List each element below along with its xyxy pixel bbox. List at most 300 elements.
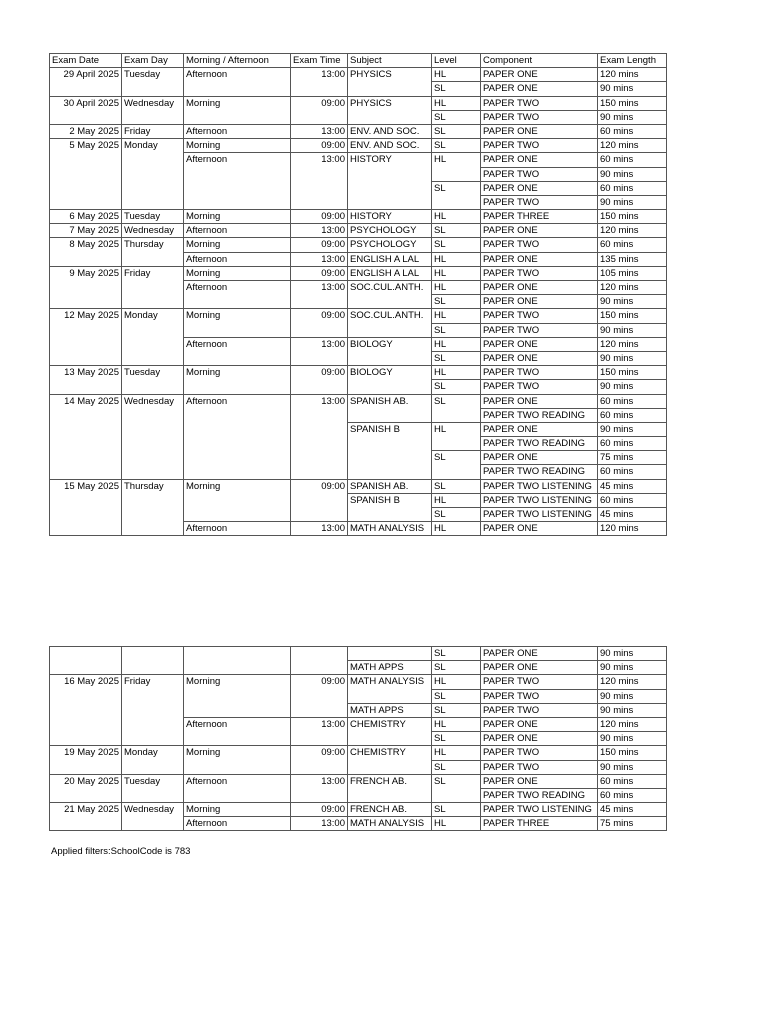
cell-exam-length: 60 mins bbox=[598, 394, 667, 408]
cell-exam-day: Thursday bbox=[122, 238, 184, 252]
table-row bbox=[50, 351, 667, 365]
cell-exam-date bbox=[50, 788, 122, 802]
cell-exam-length: 90 mins bbox=[598, 703, 667, 717]
cell-level: SL bbox=[432, 110, 481, 124]
cell-level: HL bbox=[432, 309, 481, 323]
cell-exam-day bbox=[122, 689, 184, 703]
cell-session bbox=[184, 760, 291, 774]
cell-exam-time bbox=[291, 732, 348, 746]
cell-exam-length: 90 mins bbox=[598, 661, 667, 675]
cell-component: PAPER TWO bbox=[481, 266, 598, 280]
cell-exam-date bbox=[50, 422, 122, 436]
cell-level bbox=[432, 167, 481, 181]
table-row bbox=[50, 110, 667, 124]
cell-component: PAPER TWO LISTENING bbox=[481, 493, 598, 507]
table-row bbox=[50, 82, 667, 96]
cell-exam-time: 13:00 bbox=[291, 124, 348, 138]
cell-subject bbox=[348, 689, 432, 703]
table-row bbox=[50, 394, 667, 408]
cell-exam-date bbox=[50, 408, 122, 422]
cell-subject: ENV. AND SOC. bbox=[348, 124, 432, 138]
cell-exam-length: 90 mins bbox=[598, 351, 667, 365]
cell-exam-length: 150 mins bbox=[598, 96, 667, 110]
cell-exam-length: 60 mins bbox=[598, 437, 667, 451]
cell-component: PAPER ONE bbox=[481, 732, 598, 746]
cell-level: SL bbox=[432, 760, 481, 774]
cell-exam-date: 7 May 2025 bbox=[50, 224, 122, 238]
header-session: Morning / Afternoon bbox=[184, 54, 291, 68]
cell-exam-length: 90 mins bbox=[598, 323, 667, 337]
cell-exam-date bbox=[50, 451, 122, 465]
table-row bbox=[50, 139, 667, 153]
cell-subject bbox=[348, 437, 432, 451]
cell-component: PAPER ONE bbox=[481, 394, 598, 408]
cell-exam-day: Wednesday bbox=[122, 803, 184, 817]
cell-subject: SPANISH B bbox=[348, 493, 432, 507]
cell-component: PAPER ONE bbox=[481, 82, 598, 96]
cell-exam-date bbox=[50, 82, 122, 96]
cell-level: HL bbox=[432, 366, 481, 380]
cell-subject bbox=[348, 181, 432, 195]
table-row bbox=[50, 774, 667, 788]
cell-subject: FRENCH AB. bbox=[348, 803, 432, 817]
cell-exam-day bbox=[122, 451, 184, 465]
cell-subject: FRENCH AB. bbox=[348, 774, 432, 788]
table-row bbox=[50, 422, 667, 436]
cell-exam-time bbox=[291, 110, 348, 124]
cell-exam-time: 13:00 bbox=[291, 337, 348, 351]
cell-exam-length: 90 mins bbox=[598, 647, 667, 661]
table-row bbox=[50, 746, 667, 760]
cell-exam-day bbox=[122, 195, 184, 209]
table-row bbox=[50, 96, 667, 110]
cell-level: HL bbox=[432, 281, 481, 295]
cell-exam-time bbox=[291, 181, 348, 195]
cell-exam-time bbox=[291, 295, 348, 309]
cell-exam-date: 29 April 2025 bbox=[50, 68, 122, 82]
cell-exam-day: Thursday bbox=[122, 479, 184, 493]
table-row bbox=[50, 295, 667, 309]
cell-session bbox=[184, 323, 291, 337]
cell-exam-date bbox=[50, 508, 122, 522]
cell-exam-date: 9 May 2025 bbox=[50, 266, 122, 280]
cell-exam-date bbox=[50, 167, 122, 181]
cell-exam-time: 09:00 bbox=[291, 803, 348, 817]
cell-exam-date bbox=[50, 110, 122, 124]
cell-exam-day bbox=[122, 732, 184, 746]
cell-subject bbox=[348, 788, 432, 802]
header-component: Component bbox=[481, 54, 598, 68]
cell-component: PAPER TWO LISTENING bbox=[481, 479, 598, 493]
cell-exam-length: 120 mins bbox=[598, 68, 667, 82]
cell-component: PAPER THREE bbox=[481, 817, 598, 831]
cell-exam-day: Tuesday bbox=[122, 774, 184, 788]
cell-exam-date bbox=[50, 493, 122, 507]
cell-exam-day bbox=[122, 153, 184, 167]
cell-exam-length: 150 mins bbox=[598, 210, 667, 224]
cell-component: PAPER ONE bbox=[481, 522, 598, 536]
cell-exam-length: 120 mins bbox=[598, 337, 667, 351]
cell-exam-date bbox=[50, 153, 122, 167]
cell-component: PAPER TWO LISTENING bbox=[481, 508, 598, 522]
table-row bbox=[50, 788, 667, 802]
cell-subject bbox=[348, 732, 432, 746]
cell-level: SL bbox=[432, 451, 481, 465]
cell-subject bbox=[348, 323, 432, 337]
cell-component: PAPER THREE bbox=[481, 210, 598, 224]
cell-session: Afternoon bbox=[184, 337, 291, 351]
exam-schedule-table-page1 bbox=[49, 53, 667, 536]
cell-level bbox=[432, 408, 481, 422]
cell-session: Morning bbox=[184, 238, 291, 252]
cell-exam-time bbox=[291, 647, 348, 661]
cell-session bbox=[184, 110, 291, 124]
cell-exam-length: 60 mins bbox=[598, 408, 667, 422]
header-level: Level bbox=[432, 54, 481, 68]
cell-exam-time: 09:00 bbox=[291, 238, 348, 252]
cell-exam-length: 60 mins bbox=[598, 181, 667, 195]
cell-session bbox=[184, 437, 291, 451]
cell-session bbox=[184, 82, 291, 96]
cell-exam-length: 60 mins bbox=[598, 238, 667, 252]
cell-component: PAPER TWO bbox=[481, 238, 598, 252]
cell-subject: HISTORY bbox=[348, 210, 432, 224]
table-row bbox=[50, 181, 667, 195]
cell-component: PAPER ONE bbox=[481, 252, 598, 266]
cell-exam-length: 90 mins bbox=[598, 195, 667, 209]
cell-component: PAPER ONE bbox=[481, 68, 598, 82]
cell-component: PAPER ONE bbox=[481, 351, 598, 365]
cell-exam-length: 45 mins bbox=[598, 508, 667, 522]
cell-exam-day bbox=[122, 817, 184, 831]
cell-component: PAPER ONE bbox=[481, 281, 598, 295]
cell-subject: MATH ANALYSIS bbox=[348, 817, 432, 831]
cell-subject bbox=[348, 295, 432, 309]
cell-session: Morning bbox=[184, 803, 291, 817]
table-row bbox=[50, 522, 667, 536]
cell-exam-date bbox=[50, 732, 122, 746]
cell-exam-time bbox=[291, 465, 348, 479]
cell-session: Afternoon bbox=[184, 817, 291, 831]
table-row bbox=[50, 153, 667, 167]
cell-level: HL bbox=[432, 817, 481, 831]
cell-exam-length: 150 mins bbox=[598, 366, 667, 380]
cell-session: Morning bbox=[184, 266, 291, 280]
cell-exam-day bbox=[122, 380, 184, 394]
cell-component: PAPER TWO bbox=[481, 110, 598, 124]
cell-exam-day bbox=[122, 337, 184, 351]
cell-exam-time: 09:00 bbox=[291, 96, 348, 110]
table-row bbox=[50, 508, 667, 522]
cell-exam-day bbox=[122, 703, 184, 717]
cell-exam-day bbox=[122, 465, 184, 479]
cell-session: Morning bbox=[184, 479, 291, 493]
table-row bbox=[50, 252, 667, 266]
cell-component: PAPER TWO bbox=[481, 675, 598, 689]
cell-level: HL bbox=[432, 717, 481, 731]
cell-exam-length: 90 mins bbox=[598, 760, 667, 774]
cell-component: PAPER ONE bbox=[481, 153, 598, 167]
cell-level: SL bbox=[432, 139, 481, 153]
cell-component: PAPER ONE bbox=[481, 717, 598, 731]
cell-session bbox=[184, 661, 291, 675]
cell-session: Afternoon bbox=[184, 281, 291, 295]
table-row bbox=[50, 224, 667, 238]
cell-exam-length: 150 mins bbox=[598, 309, 667, 323]
table-row bbox=[50, 167, 667, 181]
cell-component: PAPER ONE bbox=[481, 451, 598, 465]
cell-session: Morning bbox=[184, 366, 291, 380]
header-row bbox=[50, 54, 667, 68]
cell-exam-length: 120 mins bbox=[598, 675, 667, 689]
table-row bbox=[50, 309, 667, 323]
cell-level: SL bbox=[432, 224, 481, 238]
cell-exam-date: 8 May 2025 bbox=[50, 238, 122, 252]
cell-session: Afternoon bbox=[184, 224, 291, 238]
cell-session bbox=[184, 380, 291, 394]
table-row bbox=[50, 281, 667, 295]
cell-exam-date bbox=[50, 437, 122, 451]
cell-session: Afternoon bbox=[184, 153, 291, 167]
cell-exam-date bbox=[50, 689, 122, 703]
cell-exam-date bbox=[50, 252, 122, 266]
cell-subject: BIOLOGY bbox=[348, 337, 432, 351]
cell-exam-day: Monday bbox=[122, 139, 184, 153]
cell-session: Morning bbox=[184, 210, 291, 224]
cell-exam-day bbox=[122, 167, 184, 181]
table-row bbox=[50, 451, 667, 465]
cell-subject: CHEMISTRY bbox=[348, 746, 432, 760]
table-row bbox=[50, 675, 667, 689]
cell-session: Afternoon bbox=[184, 252, 291, 266]
table-row bbox=[50, 366, 667, 380]
cell-session bbox=[184, 508, 291, 522]
cell-exam-date: 21 May 2025 bbox=[50, 803, 122, 817]
cell-exam-day bbox=[122, 508, 184, 522]
cell-exam-date bbox=[50, 351, 122, 365]
cell-session bbox=[184, 451, 291, 465]
cell-subject bbox=[348, 508, 432, 522]
cell-session bbox=[184, 351, 291, 365]
cell-subject: ENV. AND SOC. bbox=[348, 139, 432, 153]
cell-exam-time: 09:00 bbox=[291, 746, 348, 760]
cell-exam-date bbox=[50, 323, 122, 337]
cell-exam-length: 60 mins bbox=[598, 774, 667, 788]
cell-exam-date bbox=[50, 295, 122, 309]
cell-exam-length: 90 mins bbox=[598, 422, 667, 436]
cell-exam-day bbox=[122, 493, 184, 507]
cell-level: HL bbox=[432, 493, 481, 507]
cell-exam-time: 09:00 bbox=[291, 309, 348, 323]
cell-component: PAPER ONE bbox=[481, 181, 598, 195]
cell-subject bbox=[348, 195, 432, 209]
cell-exam-length: 120 mins bbox=[598, 224, 667, 238]
cell-exam-time: 13:00 bbox=[291, 394, 348, 408]
cell-exam-time bbox=[291, 167, 348, 181]
cell-exam-day bbox=[122, 647, 184, 661]
cell-exam-length: 60 mins bbox=[598, 465, 667, 479]
cell-exam-time bbox=[291, 351, 348, 365]
cell-exam-length: 60 mins bbox=[598, 788, 667, 802]
cell-level: HL bbox=[432, 522, 481, 536]
cell-exam-day: Friday bbox=[122, 675, 184, 689]
header-exam-length: Exam Length bbox=[598, 54, 667, 68]
cell-subject: SOC.CUL.ANTH. bbox=[348, 309, 432, 323]
cell-subject: SOC.CUL.ANTH. bbox=[348, 281, 432, 295]
cell-exam-length: 90 mins bbox=[598, 82, 667, 96]
cell-level: SL bbox=[432, 508, 481, 522]
cell-exam-length: 120 mins bbox=[598, 522, 667, 536]
cell-exam-length: 120 mins bbox=[598, 139, 667, 153]
cell-exam-length: 90 mins bbox=[598, 295, 667, 309]
table-row bbox=[50, 760, 667, 774]
cell-exam-day bbox=[122, 422, 184, 436]
cell-subject: SPANISH B bbox=[348, 422, 432, 436]
cell-subject: MATH APPS bbox=[348, 661, 432, 675]
cell-exam-time bbox=[291, 422, 348, 436]
cell-exam-time bbox=[291, 408, 348, 422]
cell-exam-day bbox=[122, 281, 184, 295]
cell-component: PAPER TWO bbox=[481, 746, 598, 760]
cell-exam-time: 13:00 bbox=[291, 817, 348, 831]
cell-exam-day bbox=[122, 788, 184, 802]
table-row bbox=[50, 732, 667, 746]
cell-session bbox=[184, 295, 291, 309]
cell-subject: ENGLISH A LAL bbox=[348, 266, 432, 280]
cell-exam-time: 09:00 bbox=[291, 266, 348, 280]
cell-exam-date: 16 May 2025 bbox=[50, 675, 122, 689]
cell-exam-time bbox=[291, 195, 348, 209]
table-row bbox=[50, 266, 667, 280]
cell-exam-day: Monday bbox=[122, 746, 184, 760]
cell-exam-time: 13:00 bbox=[291, 153, 348, 167]
table-row bbox=[50, 803, 667, 817]
table-row bbox=[50, 68, 667, 82]
cell-exam-time bbox=[291, 380, 348, 394]
cell-subject bbox=[348, 351, 432, 365]
cell-component: PAPER ONE bbox=[481, 647, 598, 661]
cell-subject bbox=[348, 380, 432, 394]
cell-exam-date: 14 May 2025 bbox=[50, 394, 122, 408]
cell-level: SL bbox=[432, 323, 481, 337]
applied-filters-note: Applied filters:SchoolCode is 783 bbox=[51, 846, 191, 857]
cell-exam-day bbox=[122, 717, 184, 731]
cell-exam-date bbox=[50, 465, 122, 479]
table-row bbox=[50, 689, 667, 703]
cell-subject bbox=[348, 110, 432, 124]
cell-exam-date bbox=[50, 661, 122, 675]
cell-exam-day bbox=[122, 181, 184, 195]
cell-exam-day bbox=[122, 351, 184, 365]
cell-component: PAPER ONE bbox=[481, 337, 598, 351]
cell-exam-time bbox=[291, 493, 348, 507]
cell-exam-length: 90 mins bbox=[598, 380, 667, 394]
cell-level: SL bbox=[432, 661, 481, 675]
cell-session bbox=[184, 788, 291, 802]
cell-level: HL bbox=[432, 675, 481, 689]
cell-level: HL bbox=[432, 210, 481, 224]
cell-exam-date bbox=[50, 703, 122, 717]
cell-exam-time: 13:00 bbox=[291, 774, 348, 788]
cell-level bbox=[432, 437, 481, 451]
cell-component: PAPER ONE bbox=[481, 774, 598, 788]
cell-exam-day bbox=[122, 661, 184, 675]
cell-level bbox=[432, 195, 481, 209]
cell-exam-time bbox=[291, 760, 348, 774]
cell-session bbox=[184, 181, 291, 195]
table-row bbox=[50, 479, 667, 493]
cell-component: PAPER TWO READING bbox=[481, 465, 598, 479]
cell-exam-day bbox=[122, 323, 184, 337]
cell-exam-length: 135 mins bbox=[598, 252, 667, 266]
cell-exam-time: 13:00 bbox=[291, 522, 348, 536]
cell-exam-time bbox=[291, 703, 348, 717]
cell-exam-length: 120 mins bbox=[598, 717, 667, 731]
cell-exam-time: 09:00 bbox=[291, 139, 348, 153]
cell-level: HL bbox=[432, 96, 481, 110]
cell-exam-day: Tuesday bbox=[122, 68, 184, 82]
cell-exam-time bbox=[291, 508, 348, 522]
cell-subject: MATH ANALYSIS bbox=[348, 675, 432, 689]
cell-session: Afternoon bbox=[184, 522, 291, 536]
cell-exam-date bbox=[50, 181, 122, 195]
cell-exam-day bbox=[122, 252, 184, 266]
cell-exam-length: 45 mins bbox=[598, 479, 667, 493]
cell-subject bbox=[348, 760, 432, 774]
cell-subject: MATH APPS bbox=[348, 703, 432, 717]
cell-component: PAPER TWO bbox=[481, 760, 598, 774]
cell-exam-length: 150 mins bbox=[598, 746, 667, 760]
cell-session: Morning bbox=[184, 96, 291, 110]
cell-exam-length: 90 mins bbox=[598, 732, 667, 746]
cell-session bbox=[184, 689, 291, 703]
cell-subject: PSYCHOLOGY bbox=[348, 238, 432, 252]
cell-level: SL bbox=[432, 351, 481, 365]
cell-component: PAPER TWO READING bbox=[481, 408, 598, 422]
cell-level: SL bbox=[432, 82, 481, 96]
cell-exam-day bbox=[122, 82, 184, 96]
cell-exam-date: 15 May 2025 bbox=[50, 479, 122, 493]
cell-level: SL bbox=[432, 238, 481, 252]
table-row bbox=[50, 337, 667, 351]
table-row bbox=[50, 210, 667, 224]
cell-session bbox=[184, 703, 291, 717]
cell-session bbox=[184, 195, 291, 209]
cell-exam-date: 19 May 2025 bbox=[50, 746, 122, 760]
cell-level: HL bbox=[432, 266, 481, 280]
cell-exam-length: 75 mins bbox=[598, 817, 667, 831]
cell-component: PAPER ONE bbox=[481, 224, 598, 238]
table-row bbox=[50, 380, 667, 394]
table-row bbox=[50, 703, 667, 717]
cell-exam-day: Wednesday bbox=[122, 96, 184, 110]
cell-exam-time bbox=[291, 451, 348, 465]
cell-session: Morning bbox=[184, 139, 291, 153]
cell-subject bbox=[348, 451, 432, 465]
cell-exam-length: 105 mins bbox=[598, 266, 667, 280]
cell-exam-length: 60 mins bbox=[598, 124, 667, 138]
table-row bbox=[50, 238, 667, 252]
cell-component: PAPER TWO bbox=[481, 323, 598, 337]
table-row bbox=[50, 493, 667, 507]
table-row bbox=[50, 323, 667, 337]
cell-exam-day bbox=[122, 408, 184, 422]
cell-exam-length: 90 mins bbox=[598, 689, 667, 703]
cell-subject: PHYSICS bbox=[348, 68, 432, 82]
cell-exam-time bbox=[291, 323, 348, 337]
cell-session bbox=[184, 465, 291, 479]
cell-level: HL bbox=[432, 422, 481, 436]
